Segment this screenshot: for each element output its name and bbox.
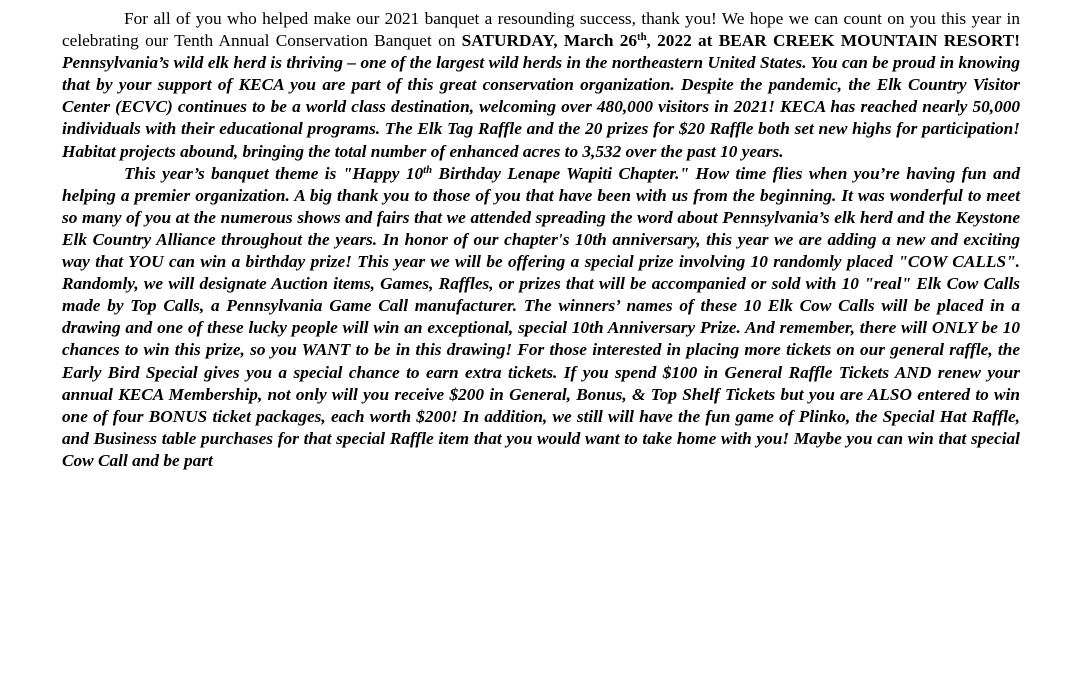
theme-body: Birthday Lenape Wapiti Chapter." How time flies when you’re having fun and helping a premier organization. A big thank you to those of you that have been with us from the beginning. It was wonderful to meet so many of you at the numerous shows and fairs that we attended spreading the word about Pennsylvania’s elk herd and the Keystone Elk Country Alliance throughout the years. In honor of our chapter's 10th anniversary, this year we are adding a new and exciting way that YOU can win a birthday prize! This year we will be offering a special prize involving 10 randomly placed "COW CALLS". Randomly, we will designate Auction items, Games, Raffles, or prizes that will be accompanied or sold with 10 "real" Elk Cow Calls made by Top Calls, a Pennsylvania Game Call manufacturer. The winners’ names of these 10 Elk Cow Calls will be placed in a drawing and one of these lucky people will win an exceptional, special 10th Anniversary Prize. And remember, there will ONLY be 10 chances to win this prize, so you WANT to be in this drawing! For those interested in placing more tickets on our general raffle, the Early Bird Special gives you a special chance to earn extra tickets. If you spend $100 in General Raffle Tickets AND renew your annual KECA Membership, not only will you receive $200 in General, Bonus, & Top Shelf Tickets but you are ALSO entered to win one of four BONUS ticket packages, each worth $200! In addition, we still will have the fun game of Plinko, the Special Hat Raffle, and Business table purchases for that special Raffle item that you would want to take home with you! Maybe you can win that special Cow Call and be part [62, 163, 1020, 470]
theme-pre: This year’s banquet theme is "Happy 10 [124, 163, 424, 183]
paragraph-banquet-theme [62, 163, 1020, 472]
letter-page [62, 8, 1020, 472]
banquet-date [462, 31, 1020, 50]
date-superscript: th [637, 31, 647, 44]
intro-text: For all of you who helped make our 2021 banquet a resounding success, thank you! We hope we can count on you this year in celebrating our Tenth Annual Conservation Banquet on [62, 9, 1020, 51]
paragraph-thank-you [62, 8, 1020, 163]
herd-text: Pennsylvania’s wild elk herd is thriving – one of the largest wild herds in the northeastern United States. You can be proud in knowing that by your support of KECA you are part of this great conservation organization. Despite the pandemic, the Elk Country Visitor Center (ECVC) continues to be a world class destination, welcoming over 480,000 visitors in 2021! KECA has reached nearly 50,000 individuals with their educational programs. The Elk Tag Raffle and the 20 prizes for $20 Raffle both set new highs for participation! Habitat projects abound, bringing the total number of enhanced acres to 3,532 over the past 10 years. [62, 53, 1020, 161]
theme-superscript: th [423, 163, 433, 176]
date-pre: SATURDAY, March 26 [461, 31, 638, 51]
date-post: , 2022 at BEAR CREEK MOUNTAIN RESORT! [646, 31, 1020, 51]
